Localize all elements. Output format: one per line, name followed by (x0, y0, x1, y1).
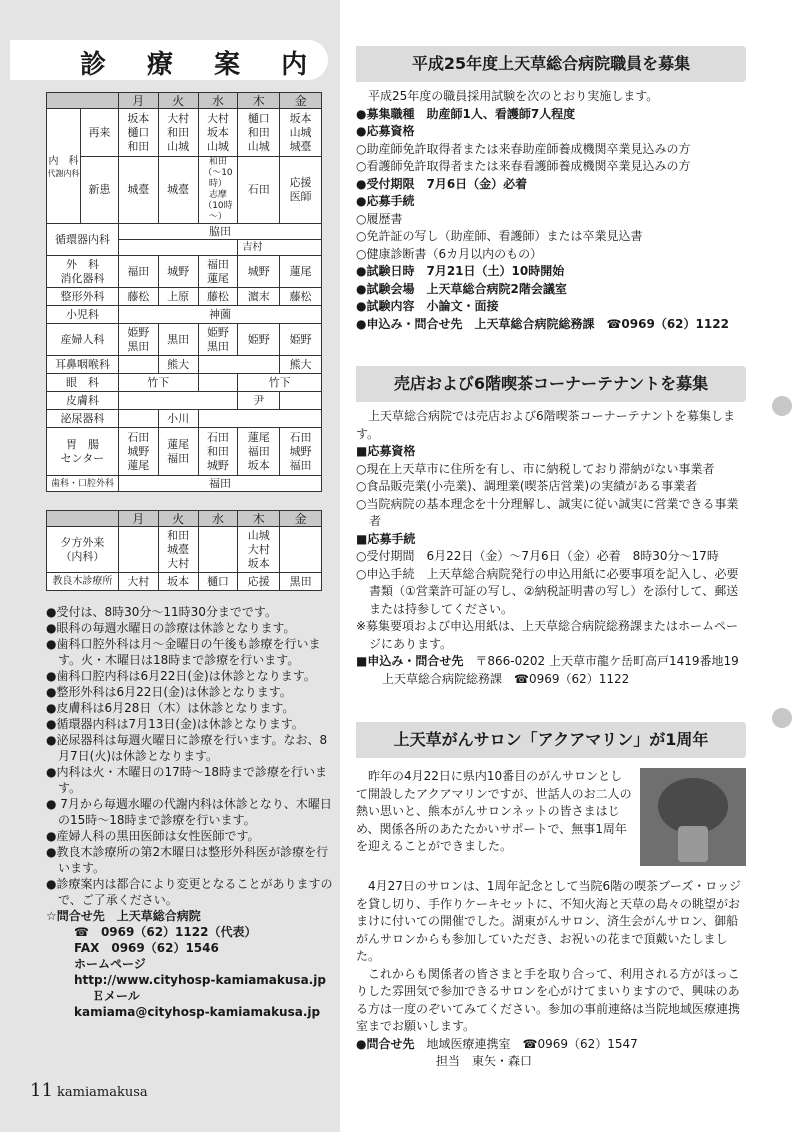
table-row (47, 306, 322, 324)
schedule-cell: 熊大 (280, 356, 322, 374)
table-row (47, 476, 322, 492)
dept-ganka: 眼 科 (47, 374, 119, 392)
tenant-heading: 売店および6階喫茶コーナーテナントを募集 (356, 366, 746, 402)
s1-line: ●募集職種 助産師1人、看護師7人程度 (356, 106, 576, 121)
schedule-cell: 城臺 (118, 157, 158, 224)
dept-yugata: 夕方外来 （内科） (47, 527, 119, 573)
note-item: ●循環器内科は7月13日(金)は休診となります。 (46, 717, 304, 731)
schedule-header-row (47, 511, 322, 527)
dept-hifu: 皮膚科 (47, 392, 119, 410)
schedule-cell: 藤松 (118, 288, 158, 306)
schedule-cell: 城野 (158, 256, 198, 288)
email-label: Ｅメール (92, 989, 140, 1003)
tenant-qual-heading: ■応募資格 (356, 444, 416, 458)
table-row (47, 256, 322, 288)
schedule-cell: 石田 (238, 157, 280, 224)
schedule-cell: 福田 (118, 256, 158, 288)
schedule-cell: 石田 和田 城野 (198, 428, 238, 476)
publication-name: kamiamakusa (57, 1085, 148, 1100)
table-row (47, 324, 322, 356)
schedule-cell: 和田 （～10時） 志摩 （10時～） (198, 157, 238, 224)
note-item: ●教良木診療所の第2木曜日は整形外科医が診療を行います。 (46, 845, 329, 875)
schedule-cell: 坂本 山城 城臺 (280, 109, 322, 157)
s1-line: ●試験日時 7月21日（土）10時開始 (356, 264, 565, 278)
note-item: ●内科は火・木曜日の17時～18時まで診療を行います。 (46, 765, 328, 795)
contact-block (46, 908, 336, 1020)
note-item: ●整形外科は6月22日(金)は休診となります。 (46, 685, 292, 699)
day-thu: 木 (238, 93, 280, 109)
decorative-dot (772, 396, 792, 416)
clinic-notes (46, 604, 336, 1020)
schedule-cell: 和田 城臺 大村 (158, 527, 198, 573)
s1-line: ●試験内容 小論文・面接 (356, 299, 499, 313)
tenant-qual-item: ○現在上天草市に住所を有し、市に納税しており滞納がない事業者 (356, 461, 715, 476)
s1-line: ○助産師免許取得者または来春助産師養成機関卒業見込みの方 (356, 141, 691, 156)
day-fri: 金 (280, 93, 322, 109)
schedule-header-row (47, 93, 322, 109)
table-row (47, 527, 322, 573)
table-row (47, 356, 322, 374)
salon-tanto: 担当 東矢・森口 (436, 1054, 533, 1068)
tenant-contact-heading: ■申込み・問合せ先 (356, 654, 464, 668)
s1-line: ○履歴書 (356, 211, 403, 226)
schedule-cell: 上原 (158, 288, 198, 306)
schedule-cell (118, 527, 158, 573)
s1-line: ●受付期限 7月6日（金）必着 (356, 176, 528, 191)
table-row (47, 157, 322, 224)
schedule-cell: 大村 坂本 山城 (198, 109, 238, 157)
tenant-note: ※募集要項および申込用紙は、上天草総合病院総務課またはホームページにあります。 (356, 619, 739, 651)
dept-naika (47, 109, 81, 224)
note-item: ●歯科口腔外科は月～金曜日の午後も診療を行います。火・木曜日は18時まで診療を行います。 (46, 637, 321, 667)
page-footer (30, 1080, 148, 1101)
clinic-schedule-table (46, 92, 322, 492)
s1-line: ●応募資格 (356, 124, 415, 138)
dept-shika: 歯科・口腔外科 (47, 476, 119, 492)
schedule-cell: 脇田 (118, 224, 321, 240)
salon-para-1 (356, 768, 634, 856)
schedule-cell: 竹下 (238, 374, 322, 392)
schedule-cell: 蓮尾 福田 (158, 428, 198, 476)
homepage-link[interactable]: http://www.cityhosp-kamiamakusa.jp (74, 973, 326, 987)
schedule-cell: 神薗 (118, 306, 321, 324)
decorative-dot (772, 708, 792, 728)
schedule-cell: 姫野 黒田 (198, 324, 238, 356)
shinkan-label: 新患 (80, 157, 118, 224)
note-item: ● 7月から毎週水曜の代謝内科は休診となり、木曜日の15時～18時まで診療を行います。 (46, 797, 332, 827)
note-item: ●産婦人科の黒田医師は女性医師です。 (46, 829, 260, 843)
schedule-cell: 藤松 (280, 288, 322, 306)
day-mon: 月 (118, 93, 158, 109)
schedule-cell: 城臺 (158, 157, 198, 224)
salon-heading: 上天草がんサロン「アクアマリン」が1周年 (356, 722, 746, 758)
naika-sub-label: 代謝内科 (47, 168, 80, 178)
schedule-cell: 姫野 (280, 324, 322, 356)
tenant-qual-item: ○当院病院の基本理念を十分理解し、誠実に従い誠実に営業できる事業者 (356, 496, 739, 528)
note-item: ●皮膚科は6月28日（木）は休診となります。 (46, 701, 295, 715)
s1-line: 平成25年度の職員採用試験を次のとおり実施します。 (356, 89, 659, 103)
naika-label: 内 科 (48, 155, 79, 167)
schedule-cell: 小川 (158, 410, 198, 428)
schedule-cell: 大村 (118, 573, 158, 591)
dept-hinyo: 泌尿器科 (47, 410, 119, 428)
email-link[interactable]: kamiama@cityhosp-kamiamakusa.jp (74, 1005, 321, 1019)
note-item: ●歯科口腔内科は6月22日(金)は休診となります。 (46, 669, 316, 683)
day-fri: 金 (280, 511, 322, 527)
salon-contact-heading: ●問合せ先 (356, 1036, 415, 1051)
table-row (47, 392, 322, 410)
schedule-cell: 樋口 (198, 573, 238, 591)
day-thu: 木 (238, 511, 280, 527)
schedule-cell: 大村 和田 山城 (158, 109, 198, 157)
shinryo-title-banner (10, 40, 328, 80)
tenant-proc-item: ○受付期間 6月22日（金）～7月6日（金）必着 8時30分～17時 (356, 549, 719, 563)
day-wed: 水 (198, 511, 238, 527)
recruit-staff-heading: 平成25年度上天草総合病院職員を募集 (356, 46, 746, 82)
dept-junkan: 循環器内科 (47, 224, 119, 256)
s1-line: ●申込み・問合せ先 上天草総合病院総務課 ☎0969（62）1122 (356, 316, 729, 331)
schedule-cell: 山城 大村 坂本 (238, 527, 280, 573)
day-tue: 火 (158, 93, 198, 109)
tenant-contact-address: 〒866-0202 上天草市龍ケ岳町高戸1419番地19 (475, 654, 739, 668)
schedule-cell: 蓮尾 (280, 256, 322, 288)
s1-line: ○看護師免許取得者または来春看護師養成機関卒業見込みの方 (356, 159, 691, 173)
salon-text: 4月27日のサロンは、1周年記念として当院6階の喫茶ブーズ・ロッジを貸し切り、手作りケーキセットに、不知火海と天草の島々の眺望がおまけに付いての開催でした。湖東がんサロン、済生会がんサロン、御船がんサロンからも参加していただき、お祝いの花まで頂戴いたしました。 (356, 879, 741, 963)
schedule-cell: 福田 蓮尾 (198, 256, 238, 288)
saiki-label: 再来 (80, 109, 118, 157)
day-wed: 水 (198, 93, 238, 109)
note-item: ●眼科の毎週水曜日の診療は休診となります。 (46, 621, 296, 635)
tenant-proc-heading: ■応募手続 (356, 531, 416, 546)
table-row (47, 428, 322, 476)
schedule-cell: 城野 (238, 256, 280, 288)
salon-contact: 地域医療連携室 ☎0969（62）1547 (426, 1036, 638, 1051)
schedule-cell: 応援 (238, 573, 280, 591)
contact-tel: ☎ 0969（62）1122（代表） (74, 925, 257, 939)
schedule-cell: 熊大 (158, 356, 198, 374)
dept-geka: 外 科 消化器科 (47, 256, 119, 288)
tenant-contact: 上天草総合病院総務課 ☎0969（62）1122 (382, 671, 630, 686)
tenant-section (356, 408, 748, 688)
note-item: ●泌尿器科は毎週火曜日に診療を行います。なお、8月7日(火)は休診となります。 (46, 733, 328, 763)
schedule-cell (280, 527, 322, 573)
shinryo-title: 診 療 案 内 (80, 50, 324, 80)
tenant-qual-item: ○食品販売業(小売業)、調理業(喫茶店営業)の実績がある事業者 (356, 479, 698, 493)
schedule-cell: 濵末 (238, 288, 280, 306)
dept-jibi: 耳鼻咽喉科 (47, 356, 119, 374)
schedule-cell: 蓮尾 福田 坂本 (238, 428, 280, 476)
schedule-cell: 樋口 和田 山城 (238, 109, 280, 157)
s1-line: ●応募手続 (356, 194, 415, 208)
schedule-cell: 姫野 黒田 (118, 324, 158, 356)
recruit-staff-section (356, 88, 748, 333)
schedule-cell: 姫野 (238, 324, 280, 356)
schedule-cell: 坂本 樋口 和田 (118, 109, 158, 157)
table-row (47, 374, 322, 392)
note-item: ●診療案内は都合により変更となることがありますので、ご了承ください。 (46, 877, 333, 907)
salon-text: 昨年の4月22日に県内10番目のがんサロンとして開設したアクアマリンですが、世話人のお二人の熱い思いと、熊本がんサロンネットの皆さまはじめ、関係各所のあたたかいサポートで、無事1周年を迎えることができました。 (356, 769, 632, 853)
flower-photo (640, 768, 746, 866)
dept-ichou: 胃 腸 センター (47, 428, 119, 476)
schedule-cell: 黒田 (158, 324, 198, 356)
schedule-cell: 竹下 (118, 374, 198, 392)
flower-vase (678, 826, 708, 862)
salon-section (356, 878, 748, 1071)
note-item: ●受付は、8時30分～11時30分までです。 (46, 605, 277, 619)
s1-line: ○健康診断書（6カ月以内のもの） (356, 246, 543, 261)
table-row (47, 573, 322, 591)
page-number: 11 (30, 1080, 53, 1101)
dept-sanfu: 産婦人科 (47, 324, 119, 356)
s1-line: ●試験会場 上天草総合病院2階会議室 (356, 281, 567, 296)
table-row (47, 109, 322, 157)
evening-schedule-table (46, 510, 322, 591)
schedule-cell: 黒田 (280, 573, 322, 591)
day-mon: 月 (118, 511, 158, 527)
schedule-cell: 石田 城野 蓮尾 (118, 428, 158, 476)
schedule-cell: 福田 (118, 476, 321, 492)
day-tue: 火 (158, 511, 198, 527)
schedule-cell: 応援 医師 (280, 157, 322, 224)
dept-seikei: 整形外科 (47, 288, 119, 306)
left-column (0, 0, 340, 1132)
salon-text: これからも関係者の皆さまと手を取り合って、利用される方がほっこりした雰囲気で参加できるサロンを心がけてまいりますので、興味のある方は一度のぞいてみてください。参加の事前連絡は当院地域医療連携室までお願いします。 (356, 966, 741, 1033)
schedule-cell: 坂本 (158, 573, 198, 591)
tenant-intro: 上天草総合病院では売店および6階喫茶コーナーテナントを募集します。 (356, 409, 736, 441)
s1-line: ○免許証の写し（助産師、看護師）または卒業見込書 (356, 229, 643, 243)
table-row (47, 224, 322, 240)
homepage-label: ホームページ (74, 957, 146, 971)
table-row (47, 410, 322, 428)
schedule-cell: 石田 城野 福田 (280, 428, 322, 476)
dept-shoni: 小児科 (47, 306, 119, 324)
schedule-cell: 吉村 (238, 240, 322, 256)
schedule-cell (198, 527, 238, 573)
schedule-cell: 尹 (238, 392, 280, 410)
dept-kyora: 教良木診療所 (47, 573, 119, 591)
contact-fax: FAX 0969（62）1546 (74, 941, 219, 955)
table-row (47, 288, 322, 306)
tenant-proc-item: ○申込手続 上天草総合病院発行の申込用紙に必要事項を記入し、必要書類（①営業許可証の写し、②納税証明書の写し）を添付して、郵送または持参してください。 (356, 566, 739, 616)
contact-heading: ☆問合せ先 上天草総合病院 (46, 909, 201, 923)
schedule-cell: 藤松 (198, 288, 238, 306)
